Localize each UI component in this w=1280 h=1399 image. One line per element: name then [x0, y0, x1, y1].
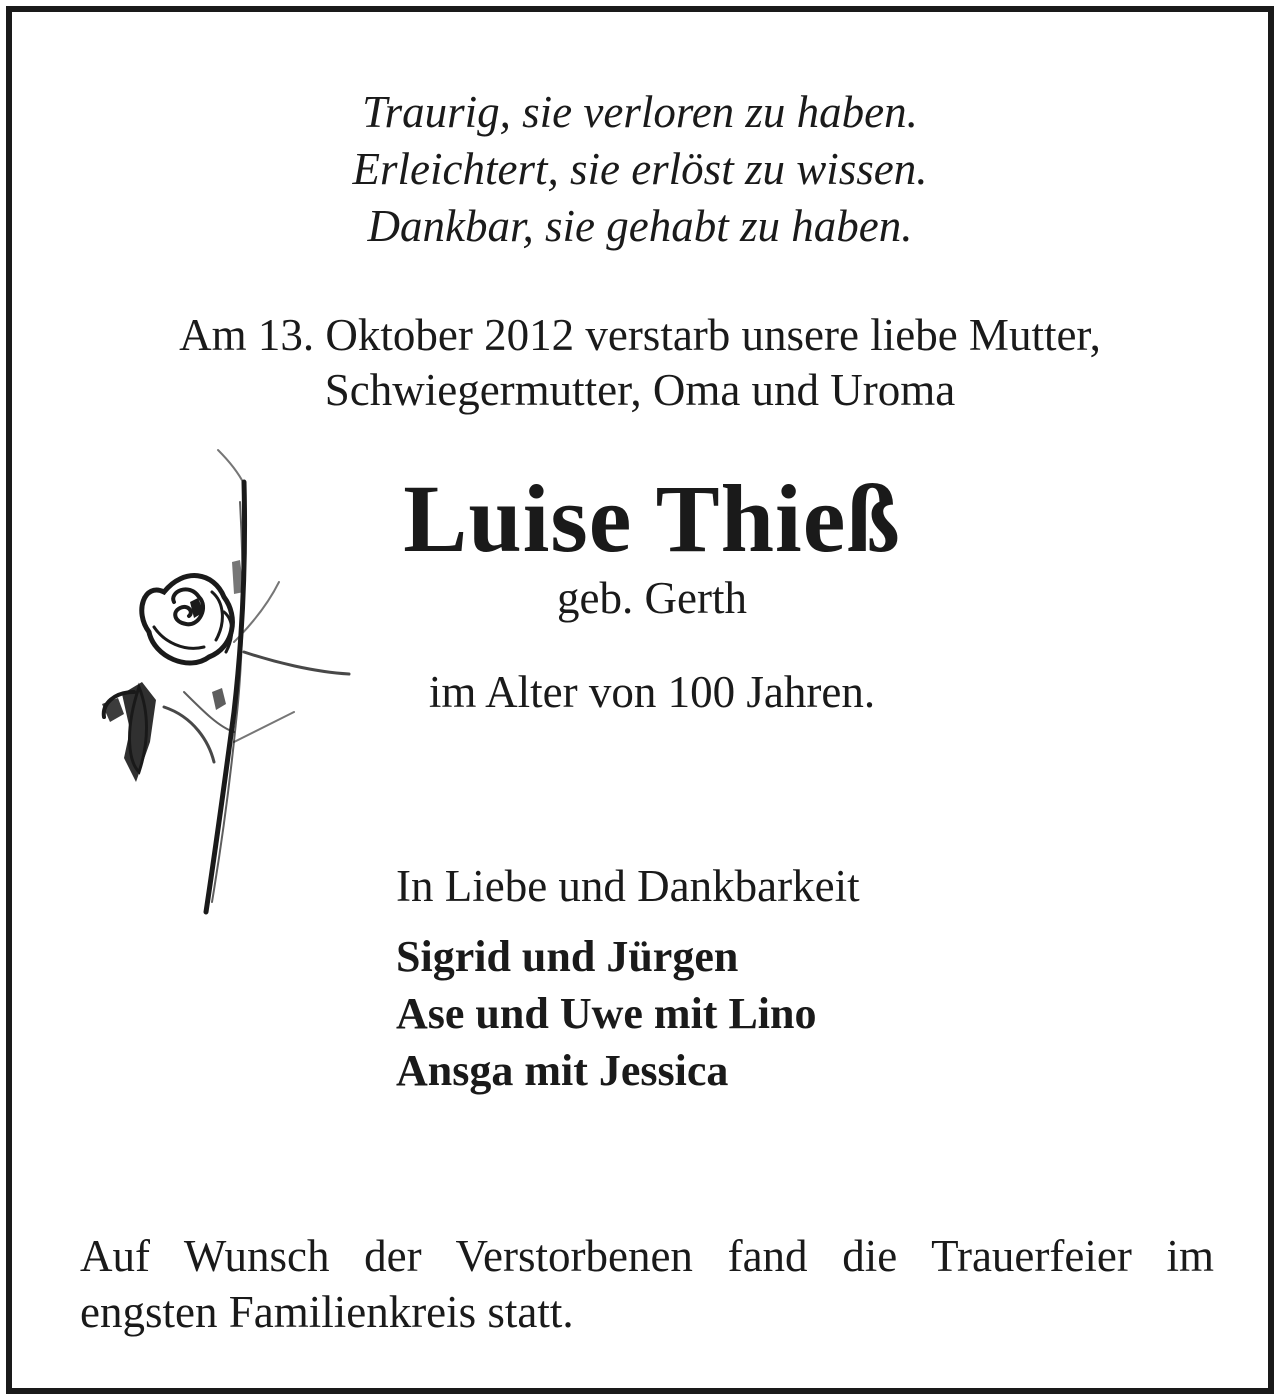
- mourners-intro: In Liebe und Dankbarkeit: [396, 861, 860, 911]
- poem-line-2: Erleichtert, sie erlöst zu wissen.: [352, 144, 928, 194]
- mourner-name: Sigrid und Jürgen: [396, 932, 739, 981]
- poem-line-3: Dankbar, sie gehabt zu haben.: [367, 201, 913, 251]
- birth-name: geb. Gerth: [557, 573, 747, 623]
- closing-line-1: Auf Wunsch der Verstorbenen fand die Trauerfeier im: [80, 1231, 1214, 1281]
- mourners-list: [396, 928, 817, 1099]
- death-announcement: [12, 308, 1268, 418]
- closing-line-2: engsten Familienkreis statt.: [80, 1287, 574, 1337]
- mourner-name: Ase und Uwe mit Lino: [396, 989, 817, 1038]
- closing-note: [80, 1228, 1214, 1340]
- rose-icon: [94, 442, 364, 932]
- announcement-line-2: Schwiegermutter, Oma und Uroma: [324, 365, 956, 415]
- poem-line-1: Traurig, sie verloren zu haben.: [362, 87, 918, 137]
- obituary-frame: [6, 6, 1274, 1394]
- deceased-name: Luise Thieß: [403, 465, 901, 572]
- age-at-death: im Alter von 100 Jahren.: [428, 667, 876, 717]
- poem: [12, 84, 1268, 255]
- announcement-line-1: Am 13. Oktober 2012 verstarb unsere liebe Mutter,: [179, 310, 1101, 360]
- mourner-name: Ansga mit Jessica: [396, 1046, 729, 1095]
